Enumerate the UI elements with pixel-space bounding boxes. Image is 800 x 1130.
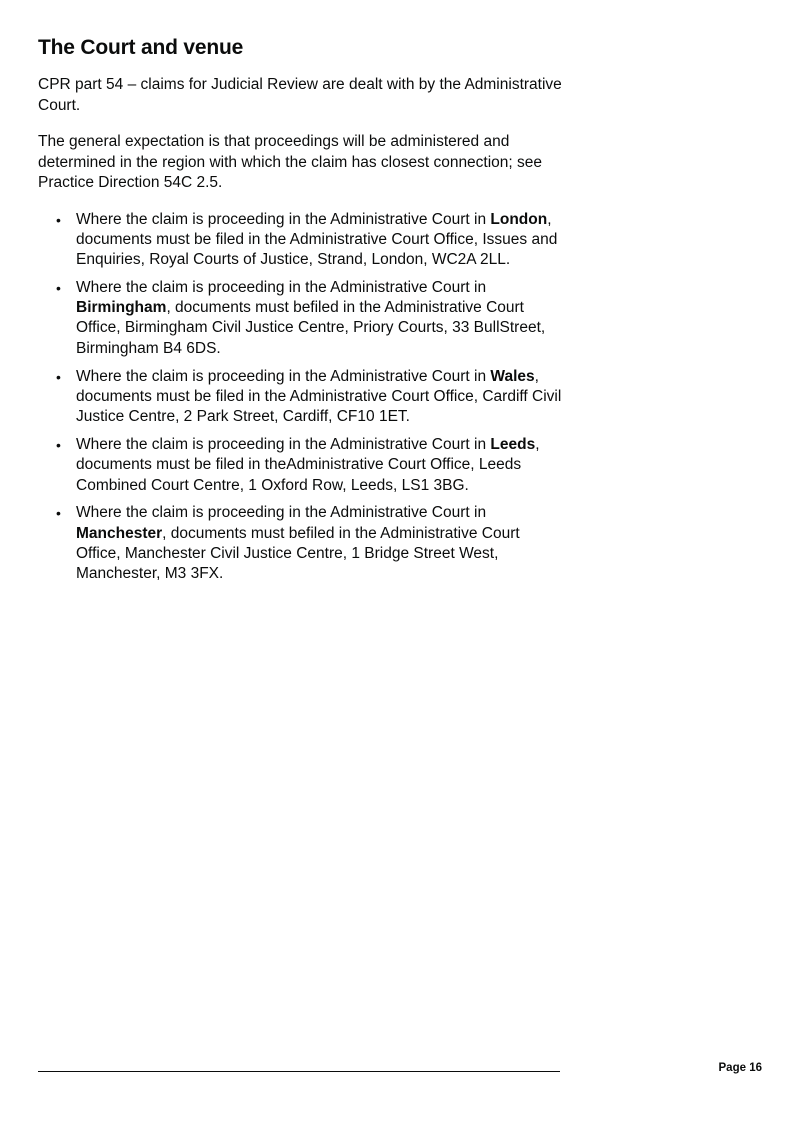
venue-text-suffix: , documents must befiled in the Administrative Court Office, Manchester Civil Justice Centre, 1 Bridge Street West, Manchester, M3 3FX. (76, 524, 520, 583)
venue-text-prefix: Where the claim is proceeding in the Administrative Court in (76, 278, 487, 296)
footer-divider (38, 1071, 560, 1072)
list-item (38, 367, 568, 428)
venue-place: Birmingham (76, 299, 167, 317)
venue-text-prefix: Where the claim is proceeding in the Administrative Court in (76, 210, 491, 228)
venue-text-suffix: , documents must be filed in the Administrative Court Office, Issues and Enquiries, Royal Courts of Justice, Strand, London, WC2A 2LL. (76, 210, 558, 269)
page-title: The Court and venue (38, 36, 244, 59)
intro-paragraph: CPR part 54 – claims for Judicial Review are dealt with by the Administrative Court. (38, 76, 562, 114)
bullet-icon: • (56, 505, 61, 522)
bullet-icon: • (56, 436, 61, 453)
list-item (38, 278, 568, 359)
venue-place: London (490, 210, 548, 228)
venue-place: Wales (490, 367, 535, 385)
venue-text-suffix: , documents must be filed in the Administrative Court Office, Cardiff Civil Justice Centre, 2 Park Street, Cardiff, CF10 1ET. (76, 367, 562, 426)
document-page (38, 34, 568, 592)
bullet-icon: • (56, 368, 61, 385)
page-number: Page 16 (718, 1062, 762, 1074)
venue-text-suffix: , documents must befiled in the Administrative Court Office, Birmingham Civil Justice Centre, Priory Courts, 33 BullStreet, Birmingham B4 6DS. (76, 299, 546, 357)
venue-text-suffix: , documents must be filed in theAdministrative Court Office, Leeds Combined Court Centre, 1 Oxford Row, Leeds, LS1 3BG. (76, 435, 540, 494)
venue-place: Leeds (490, 435, 536, 453)
venue-list (38, 210, 568, 585)
expectation-paragraph: The general expectation is that proceedings will be administered and determined in the region with which the claim has closest connection; see Practice Direction 54C 2.5. (38, 133, 543, 191)
venue-text-prefix: Where the claim is proceeding in the Administrative Court in (76, 367, 491, 385)
venue-text-prefix: Where the claim is proceeding in the Administrative Court in (76, 504, 487, 522)
list-item (38, 435, 568, 496)
venue-text-prefix: Where the claim is proceeding in the Administrative Court in (76, 435, 491, 453)
bullet-icon: • (56, 211, 61, 228)
venue-place: Manchester (76, 524, 163, 542)
list-item (38, 210, 568, 271)
bullet-icon: • (56, 279, 61, 296)
list-item (38, 503, 568, 584)
